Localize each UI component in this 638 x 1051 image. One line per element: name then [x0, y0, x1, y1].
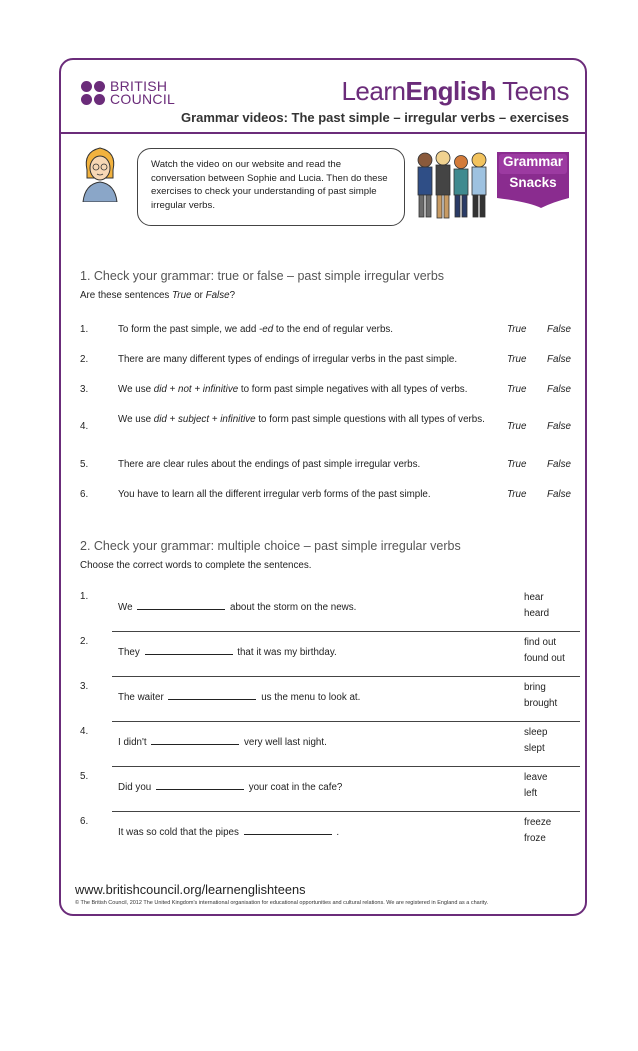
option-b[interactable]: slept — [524, 742, 545, 754]
item-number: 6. — [80, 816, 89, 827]
section-2-instructions: Choose the correct words to complete the sentences. — [80, 560, 312, 571]
false-option[interactable]: False — [547, 459, 571, 470]
answer-options — [524, 635, 565, 666]
answer-options — [524, 725, 547, 756]
false-option[interactable]: False — [547, 384, 571, 395]
sentence-text: We about the storm on the news. — [118, 602, 357, 613]
answer-options — [524, 590, 549, 621]
logo-dots-icon — [81, 81, 105, 105]
row-divider — [112, 766, 580, 767]
header — [61, 60, 585, 134]
answer-blank[interactable] — [168, 690, 256, 700]
item-number: 3. — [80, 384, 89, 395]
learnenglish-teens-logo: LearnEnglish Teens — [341, 76, 569, 106]
item-number: 6. — [80, 489, 89, 500]
option-b[interactable]: left — [524, 787, 538, 799]
option-b[interactable]: found out — [524, 652, 565, 664]
true-option[interactable]: True — [507, 384, 527, 395]
teacher-avatar-icon — [79, 144, 121, 202]
grammar-snacks-badge — [493, 148, 573, 210]
row-divider — [112, 631, 580, 632]
row-divider — [112, 721, 580, 722]
page-title: Grammar videos: The past simple – irregular verbs – exercises — [180, 110, 569, 125]
students-illustration-icon — [413, 146, 501, 224]
answer-options — [524, 680, 557, 711]
statement-text: To form the past simple, we add -ed to the end of regular verbs. — [118, 324, 394, 335]
false-option[interactable]: False — [547, 354, 571, 365]
item-number: 4. — [80, 726, 89, 737]
statement-text: There are clear rules about the endings of past simple irregular verbs. — [118, 459, 421, 470]
option-b[interactable]: froze — [524, 832, 546, 844]
item-number: 1. — [80, 591, 89, 602]
true-option[interactable]: True — [507, 354, 527, 365]
option-a[interactable]: freeze — [524, 817, 552, 828]
sentence-text: They that it was my birthday. — [118, 647, 337, 658]
answer-blank[interactable] — [156, 780, 244, 790]
statement-text: We use did + not + infinitive to form past simple negatives with all types of verbs. — [118, 384, 468, 395]
badge-word-snacks: Snacks — [509, 175, 557, 190]
answer-options — [524, 815, 551, 846]
british-council-logo — [81, 80, 175, 106]
option-b[interactable]: heard — [524, 607, 550, 619]
option-b[interactable]: brought — [524, 697, 558, 709]
sentence-text: The waiter us the menu to look at. — [118, 692, 361, 703]
true-option[interactable]: True — [507, 421, 527, 432]
item-number: 5. — [80, 771, 89, 782]
option-a[interactable]: hear — [524, 592, 544, 603]
worksheet-page — [59, 58, 587, 916]
true-option[interactable]: True — [507, 459, 527, 470]
row-divider — [112, 811, 580, 812]
intro-text: Watch the video on our website and read the conversation between Sophie and Lucia. Then do these exercises to check your understanding of past simple irregular verbs. — [151, 159, 388, 211]
section-1-instructions: Are these sentences True or False? — [80, 290, 236, 301]
false-option[interactable]: False — [547, 421, 571, 432]
false-option[interactable]: False — [547, 489, 571, 500]
answer-blank[interactable] — [137, 600, 225, 610]
row-divider — [112, 676, 580, 677]
answer-blank[interactable] — [151, 735, 239, 745]
answer-blank[interactable] — [244, 825, 332, 835]
sentence-text: It was so cold that the pipes . — [118, 827, 340, 838]
option-a[interactable]: sleep — [524, 727, 548, 738]
logo-line-2: COUNCIL — [110, 91, 176, 107]
badge-word-grammar: Grammar — [502, 154, 564, 169]
intro-speech-bubble — [137, 148, 405, 226]
section-1-title: 1. Check your grammar: true or false – past simple irregular verbs — [80, 269, 445, 283]
option-a[interactable]: leave — [524, 772, 548, 783]
item-number: 2. — [80, 636, 89, 647]
answer-options — [524, 770, 547, 801]
statement-text: There are many different types of endings of irregular verbs in the past simple. — [118, 354, 458, 365]
sentence-text: Did you your coat in the cafe? — [118, 782, 343, 793]
item-number: 5. — [80, 459, 89, 470]
footer-url[interactable]: www.britishcouncil.org/learnenglishteens — [75, 882, 306, 897]
sentence-text: I didn't very well last night. — [118, 737, 327, 748]
option-a[interactable]: bring — [524, 682, 546, 693]
statement-text: We use did + subject + infinitive to form past simple questions with all types of verbs. — [118, 414, 485, 425]
footer-copyright: © The British Council, 2012 The United Kingdom's international organisation for educational opportunities and cultural relations. We are registered in England as a charity. — [75, 900, 489, 906]
answer-blank[interactable] — [145, 645, 233, 655]
item-number: 1. — [80, 324, 89, 335]
item-number: 2. — [80, 354, 89, 365]
option-a[interactable]: find out — [524, 637, 557, 648]
statement-text: You have to learn all the different irregular verb forms of the past simple. — [118, 489, 431, 500]
item-number: 4. — [80, 421, 89, 432]
item-number: 3. — [80, 681, 89, 692]
true-option[interactable]: True — [507, 489, 527, 500]
section-2-title: 2. Check your grammar: multiple choice – past simple irregular verbs — [80, 539, 461, 553]
logo-line-1: BRITISH — [110, 78, 168, 94]
true-option[interactable]: True — [507, 324, 527, 335]
false-option[interactable]: False — [547, 324, 571, 335]
